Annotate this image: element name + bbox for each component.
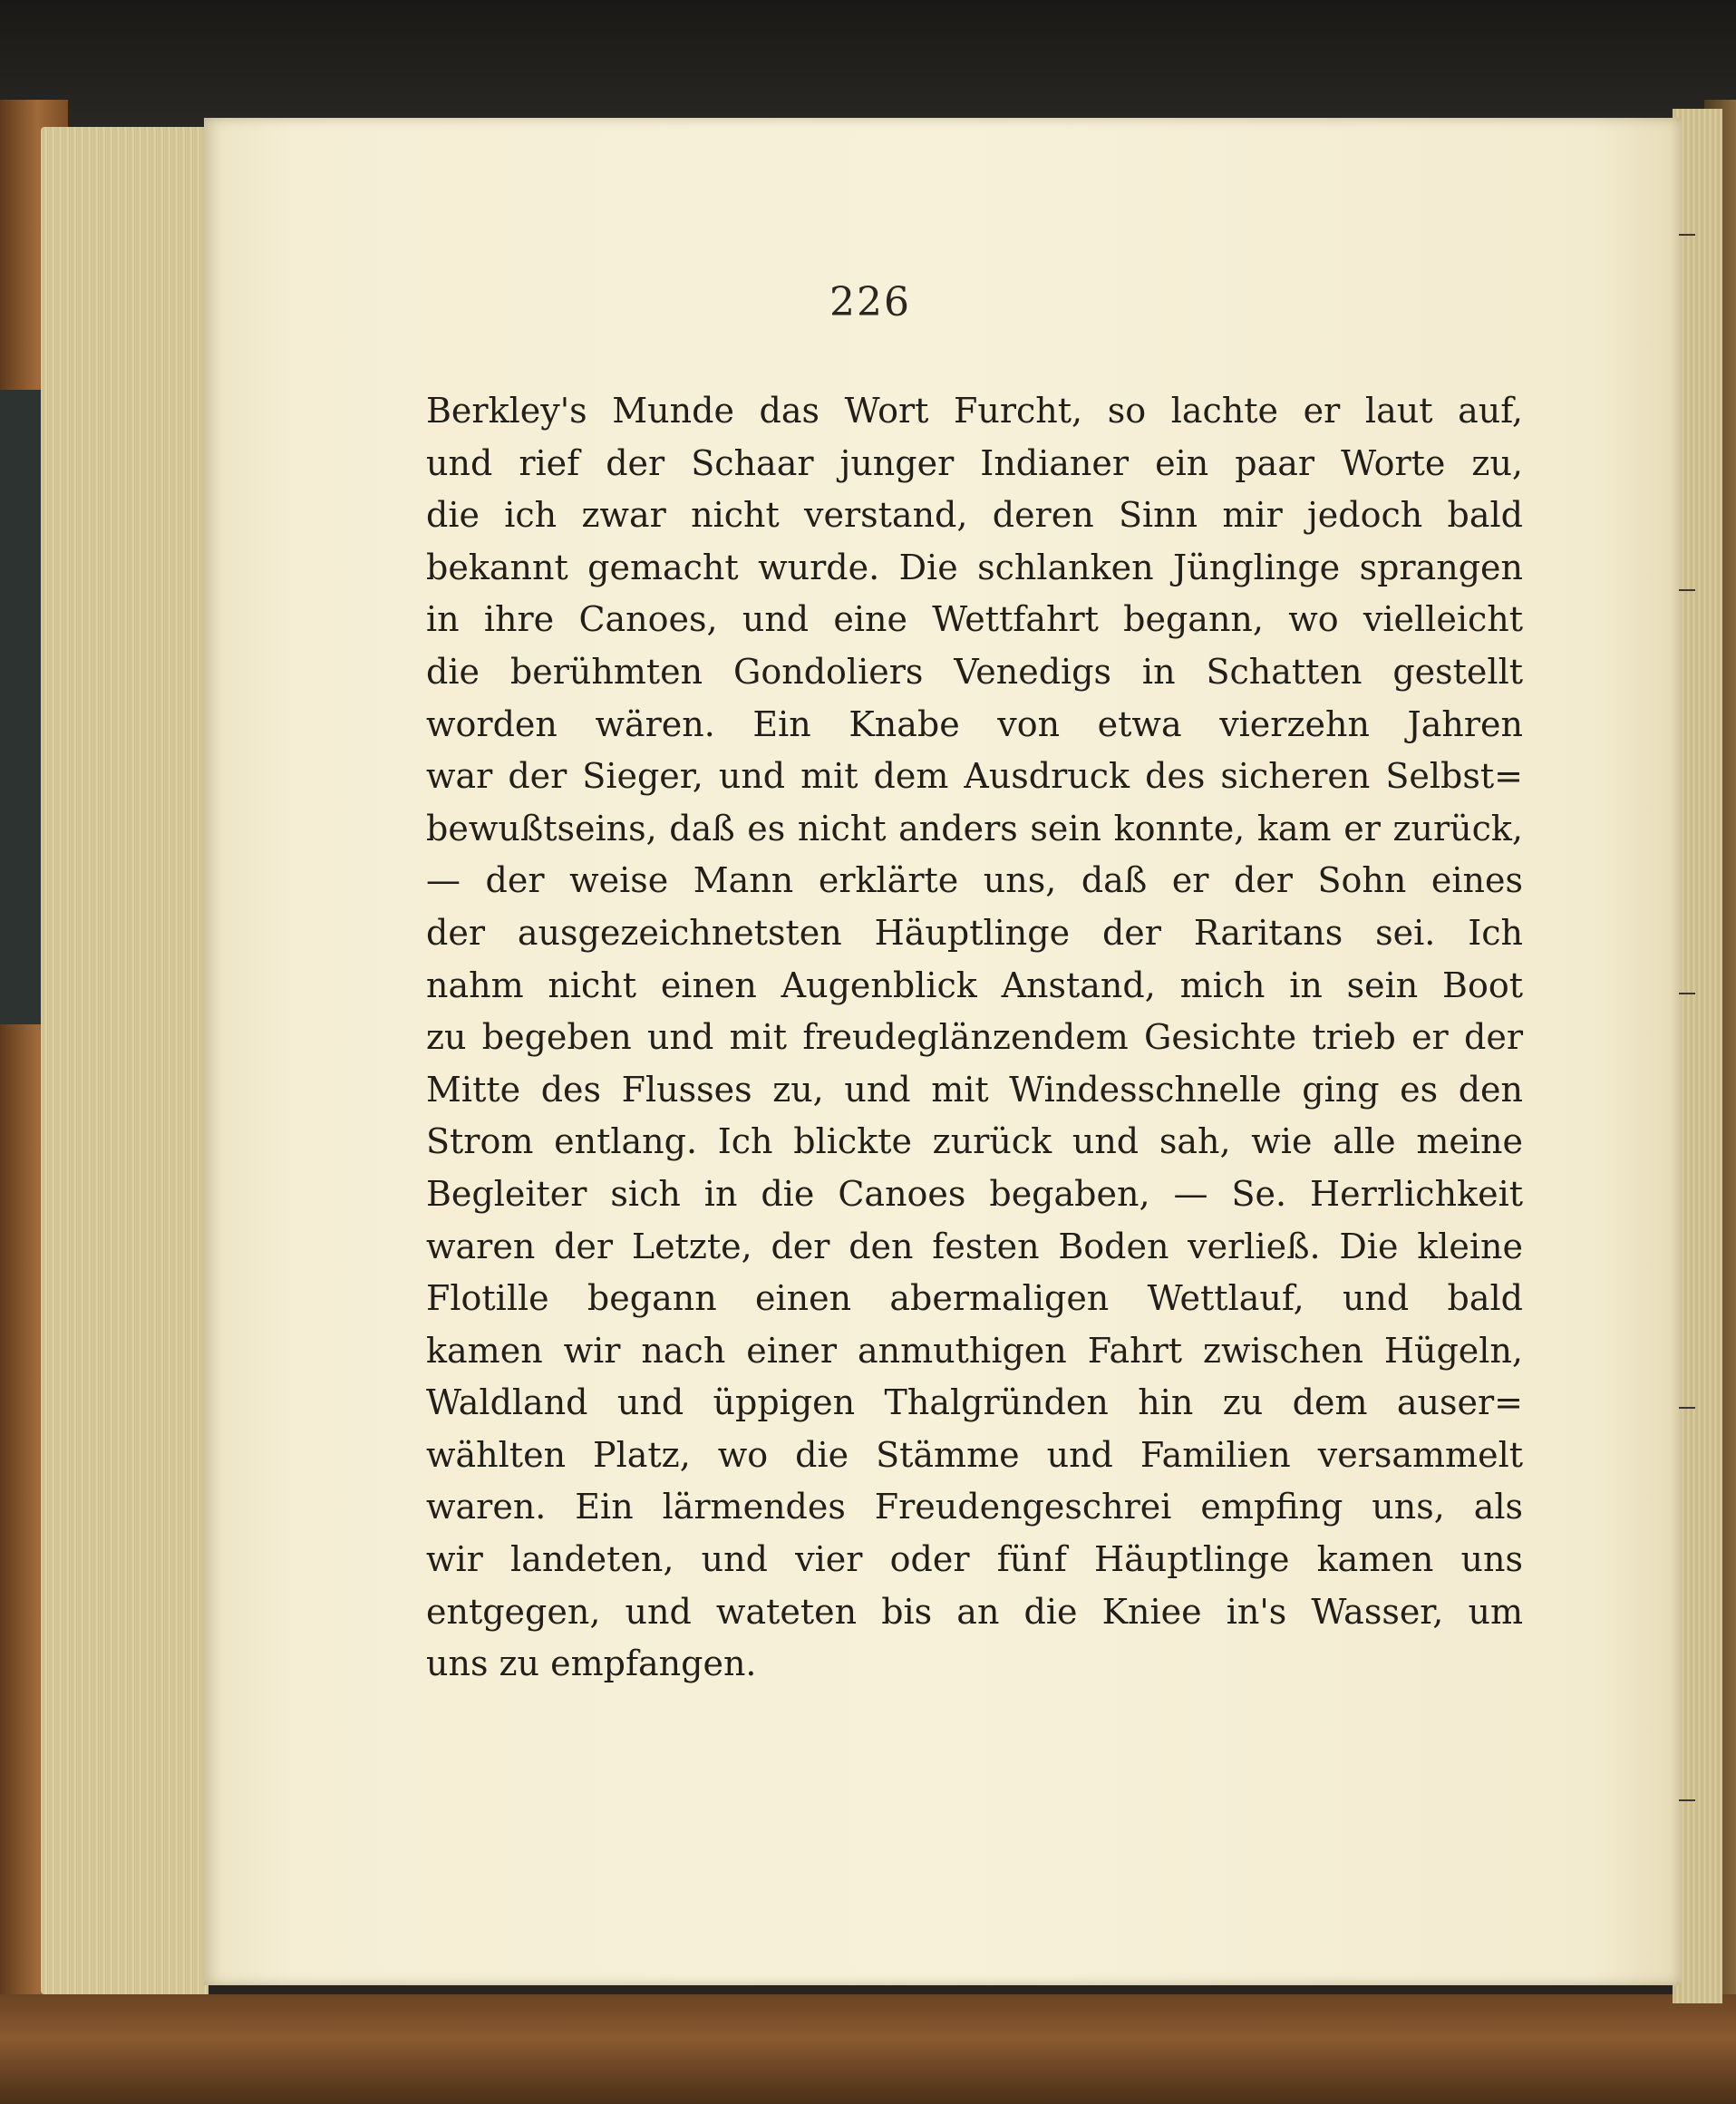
margin-mark xyxy=(1679,993,1695,994)
text-line: bekannt gemacht wurde. Die schlanken Jünglinge sprangen xyxy=(426,547,1523,587)
background-shadow xyxy=(0,0,1736,136)
text-line: die ich zwar nicht verstand, deren Sinn mir jedoch bald xyxy=(426,495,1523,536)
text-line: Begleiter sich in die Canoes begaben, — Se. Herrlichkeit xyxy=(426,1173,1523,1214)
text-line: und rief der Schaar junger Indianer ein paar Worte zu, xyxy=(426,442,1523,483)
margin-mark xyxy=(1679,1407,1695,1409)
page-number: 226 xyxy=(829,279,911,325)
margin-mark xyxy=(1679,589,1695,591)
margin-mark xyxy=(1679,1799,1695,1801)
text-line: Strom entlang. Ich blickte zurück und sah, wie alle meine xyxy=(426,1121,1523,1162)
text-line: kamen wir nach einer anmuthigen Fahrt zwischen Hügeln, xyxy=(426,1330,1523,1371)
text-line: wir landeten, und vier oder fünf Häuptlinge kamen uns xyxy=(426,1539,1523,1580)
text-line: entgegen, und wateten bis an die Kniee in's Wasser, um xyxy=(426,1591,1523,1632)
text-line: nahm nicht einen Augenblick Anstand, mich in sein Boot xyxy=(426,965,1523,1005)
body-text xyxy=(426,385,1523,1691)
text-line: zu begeben und mit freudeglänzendem Gesichte trieb er der xyxy=(426,1017,1523,1058)
text-line: bewußtseins, daß es nicht anders sein konnte, kam er zurück, xyxy=(426,808,1523,848)
text-line: die berühmten Gondoliers Venedigs in Schatten gestellt xyxy=(426,651,1523,692)
text-line: worden wären. Ein Knabe von etwa vierzehn Jahren xyxy=(426,703,1523,744)
text-line: — der weise Mann erklärte uns, daß er der Sohn eines xyxy=(426,860,1523,901)
page-edges-left xyxy=(41,127,209,1994)
text-line: der ausgezeichnetsten Häuptlinge der Raritans sei. Ich xyxy=(426,912,1523,953)
text-line: Waldland und üppigen Thalgründen hin zu dem auser= xyxy=(426,1382,1523,1423)
text-line: uns zu empfangen. xyxy=(426,1643,757,1684)
book-cover-bottom xyxy=(0,1994,1736,2104)
text-line: waren. Ein lärmendes Freudengeschrei empfing uns, als xyxy=(426,1487,1523,1527)
text-line: in ihre Canoes, und eine Wettfahrt begann, wo vielleicht xyxy=(426,599,1523,640)
margin-mark xyxy=(1679,234,1695,236)
text-line: Flotille begann einen abermaligen Wettlauf, und bald xyxy=(426,1278,1523,1319)
book-cover-left-cloth xyxy=(0,390,41,1024)
text-line: wählten Platz, wo die Stämme und Familien versammelt xyxy=(426,1434,1523,1475)
text-line: Berkley's Munde das Wort Furcht, so lachte er laut auf, xyxy=(426,391,1523,431)
text-line: war der Sieger, und mit dem Ausdruck des sicheren Selbst= xyxy=(426,756,1523,797)
text-line: waren der Letzte, der den festen Boden verließ. Die kleine xyxy=(426,1226,1523,1266)
text-line: Mitte des Flusses zu, und mit Windesschnelle ging es den xyxy=(426,1069,1523,1110)
